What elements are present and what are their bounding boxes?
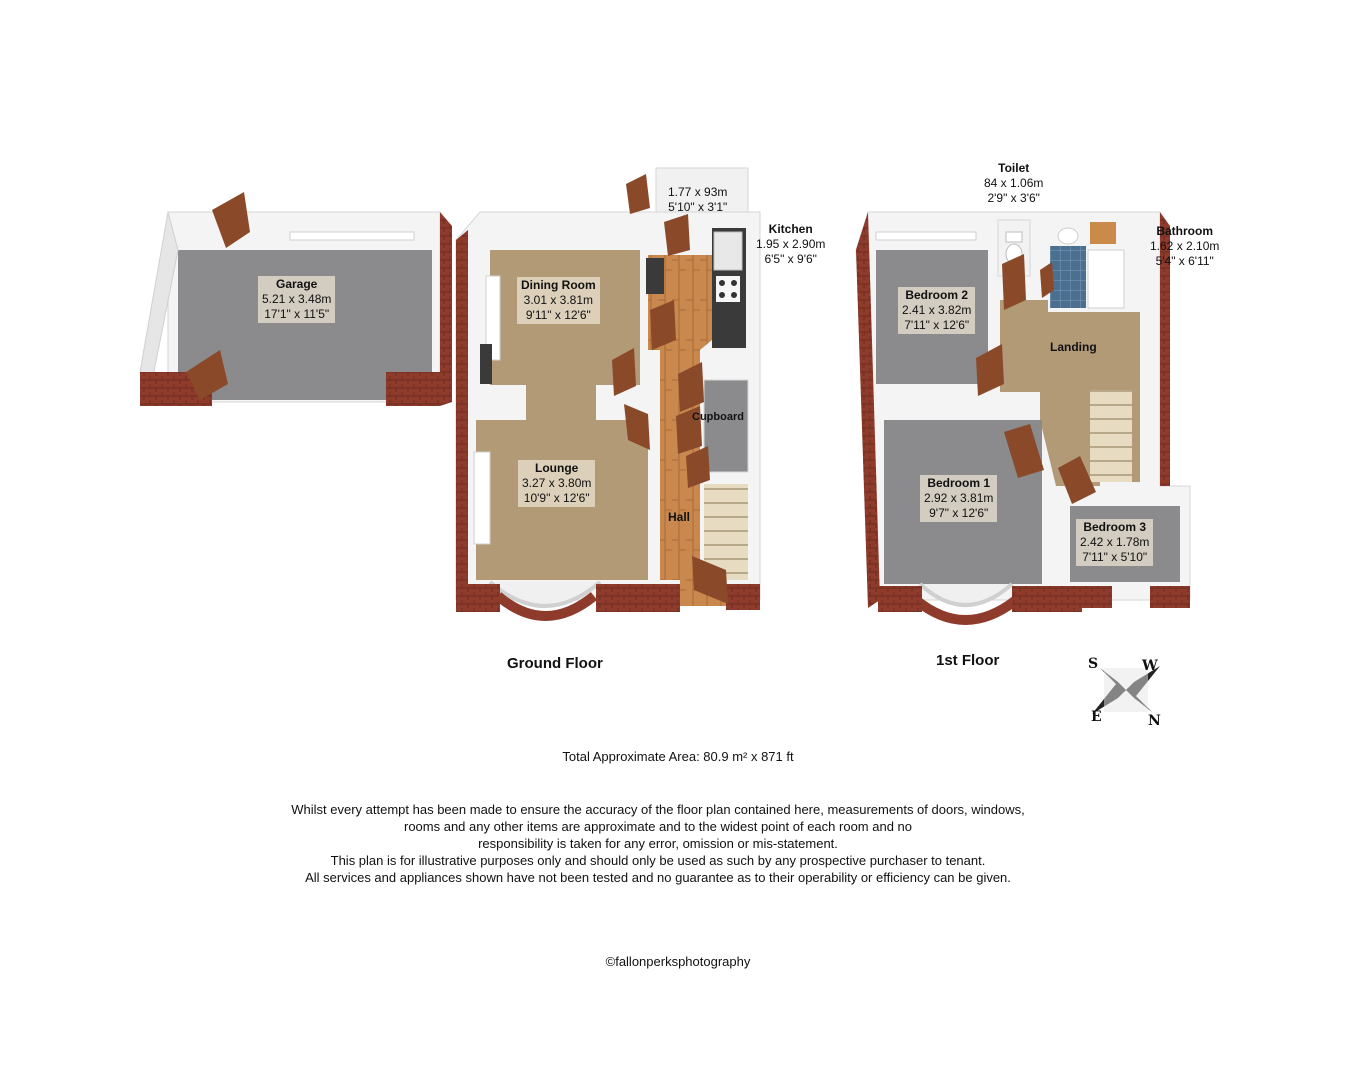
photographer-credit: ©fallonperksphotography [605,954,751,969]
bedroom-1-metric: 2.92 x 3.81m [924,491,994,505]
lounge-metric: 3.27 x 3.80m [522,476,592,490]
landing-name: Landing [1050,340,1097,354]
bedroom-2-imperial: 7'11" x 12'6" [904,318,970,332]
dining-room-name: Dining Room [521,278,596,292]
compass-north-label: N [1148,713,1161,729]
dining-room-imperial: 9'11" x 12'6" [525,308,591,322]
dining-room-label [517,277,600,324]
bathroom-name: Bathroom [1156,224,1214,238]
kitchen-label [756,222,825,267]
ground-floor-plan [456,168,760,616]
kitchen-name: Kitchen [768,222,813,236]
lounge-name: Lounge [535,461,579,475]
compass-west-label: W [1142,658,1158,674]
ground-floor-title: Ground Floor [507,655,603,672]
kitchen-imperial: 6'5" x 9'6" [764,252,817,266]
bedroom-3-name: Bedroom 3 [1083,520,1147,534]
bedroom-2-label [898,287,975,334]
bedroom-2-metric: 2.41 x 3.82m [902,303,972,317]
bathroom-imperial: 5'4" x 6'11" [1155,254,1214,268]
garage-label [258,276,335,323]
total-area-text: Total Approximate Area: 80.9 m² x 871 ft [562,749,794,764]
hall-name: Hall [668,510,691,524]
disclaimer-line: All services and appliances shown have not been tested and no guarantee as to their operability or efficiency can be given. [305,870,1011,885]
bedroom-2-name: Bedroom 2 [905,288,969,302]
compass-east-label: E [1091,709,1102,725]
lounge-label [518,460,595,507]
lounge-imperial: 10'9" x 12'6" [523,491,590,505]
hall-label [668,510,690,525]
cupboard-name: Cupboard [692,411,744,423]
bathroom-label [1150,224,1219,269]
garage-name: Garage [276,277,318,291]
disclaimer-line: This plan is for illustrative purposes only and should only be used as such by any prospective purchaser to tenant. [330,853,986,868]
disclaimer-text [0,801,1316,886]
bedroom-3-label [1076,519,1153,566]
first-floor-title: 1st Floor [936,652,1000,669]
store-label [668,185,727,215]
landing-label [1050,340,1097,355]
bedroom-3-imperial: 7'11" x 5'10" [1082,550,1148,564]
store-metric: 1.77 x 93m [668,185,728,199]
bedroom-3-metric: 2.42 x 1.78m [1080,535,1150,549]
bedroom-1-label [920,475,997,522]
cupboard-label [692,410,744,425]
toilet-label [984,161,1043,206]
store-imperial: 5'10" x 3'1" [668,200,728,214]
disclaimer-line: Whilst every attempt has been made to ensure the accuracy of the floor plan contained here, measurements of doors, windows, [291,802,1025,817]
compass-south-label: S [1088,656,1099,672]
kitchen-metric: 1.95 x 2.90m [756,237,826,251]
garage-metric: 5.21 x 3.48m [262,292,332,306]
disclaimer-line: responsibility is taken for any error, omission or mis-statement. [478,836,838,851]
bedroom-1-imperial: 9'7" x 12'6" [929,506,989,520]
disclaimer-line: rooms and any other items are approximate and to the widest point of each room and no [403,819,912,834]
bathroom-metric: 1.62 x 2.10m [1150,239,1220,253]
toilet-imperial: 2'9" x 3'6" [987,191,1040,205]
bedroom-1-name: Bedroom 1 [927,476,991,490]
toilet-name: Toilet [998,161,1030,175]
toilet-metric: 84 x 1.06m [984,176,1044,190]
dining-room-metric: 3.01 x 3.81m [523,293,594,307]
garage-imperial: 17'1" x 11'5" [264,307,330,321]
